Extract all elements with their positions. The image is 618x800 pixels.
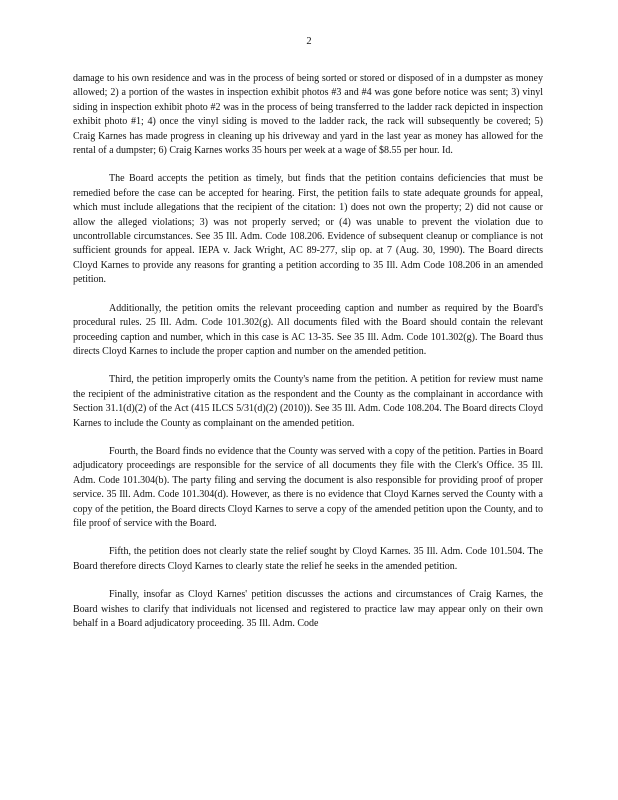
- paragraph-relief: Fifth, the petition does not clearly state the relief sought by Cloyd Karnes. 35 Ill. Adm. Code 101.504. The Board therefore directs Cloyd Karnes to clearly state the relief he seeks in the amended petition.: [73, 546, 543, 572]
- paragraph-county-name: Third, the petition improperly omits the County's name from the petition. A petition for review must name the recipient of the administrative citation as the respondent and the County as the complainant in accordance with Section 31.1(d)(2) of the Act (415 ILCS 5/31(d)(2) (2010)). See 35 Ill. Adm. Code 108.204. The Board directs Cloyd Karnes to include the County as complainant on the amended petition.: [73, 374, 543, 429]
- paragraph-continued: damage to his own residence and was in the process of being sorted or stored or disposed of in a dumpster as money allowed; 2) a portion of the wastes in inspection exhibit photos #3 and #4 was gone before notice was sent; 3) vinyl siding in inspection exhibit photo #2 was in the process of being transferred to the ladder rack depicted in inspection exhibit photo #1; 4) once the vinyl siding is moved to the ladder rack, the rack will subsequently be covered; 5) Craig Karnes has made progress in cleaning up his driveway and yard in the last year as money has allowed for the rental of a dumpster; 6) Craig Karnes works 35 hours per week at a wage of $8.55 per hour. Id.: [73, 73, 543, 157]
- document-body: [73, 72, 543, 645]
- paragraph-first-deficiency: The Board accepts the petition as timely, but finds that the petition contains deficiencies that must be remedied before the case can be accepted for hearing. First, the petition fails to state adequate grounds for appeal, which must include allegations that the recipient of the citation: 1) does not own the property; 2) did not cause or allow the alleged violations; 3) was not properly served; or (4) was unable to prevent the violation due to uncontrollable circumstances. See 35 Ill. Adm. Code 108.206. Evidence of subsequent cleanup or compliance is not sufficient grounds for appeal. IEPA v. Jack Wright, AC 89-277, slip op. at 7 (Aug. 30, 1990). The Board directs Cloyd Karnes to provide any reasons for granting a petition according to 35 Ill. Adm Code 108.206 in an amended petition.: [73, 173, 543, 286]
- paragraph-representation: Finally, insofar as Cloyd Karnes' petition discusses the actions and circumstances of Craig Karnes, the Board wishes to clarify that individuals not licensed and registered to practice law may appear only on their own behalf in a Board adjudicatory proceeding. 35 Ill. Adm. Code: [73, 589, 543, 629]
- paragraph-service: Fourth, the Board finds no evidence that the County was served with a copy of the petition. Parties in Board adjudicatory proceedings are responsible for the service of all documents they file with the Clerk's Office. 35 Ill. Adm. Code 101.304(b). The party filing and serving the document is also responsible for providing proof of proper service. 35 Ill. Adm. Code 101.304(d). However, as there is no evidence that Cloyd Karnes served the County with a copy of the petition, the Board directs Cloyd Karnes to serve a copy of the amended petition upon the County, and to file proof of service with the Board.: [73, 445, 543, 529]
- page-number: 2: [306, 36, 312, 47]
- paragraph-caption: Additionally, the petition omits the relevant proceeding caption and number as required by the Board's procedural rules. 25 Ill. Adm. Code 101.302(g). All documents filed with the Board should contain the relevant proceeding caption and number, which in this case is AC 13-35. See 35 Ill. Adm. Code 101.302(g). The Board thus directs Cloyd Karnes to include the proper caption and number on the amended petition.: [73, 302, 543, 357]
